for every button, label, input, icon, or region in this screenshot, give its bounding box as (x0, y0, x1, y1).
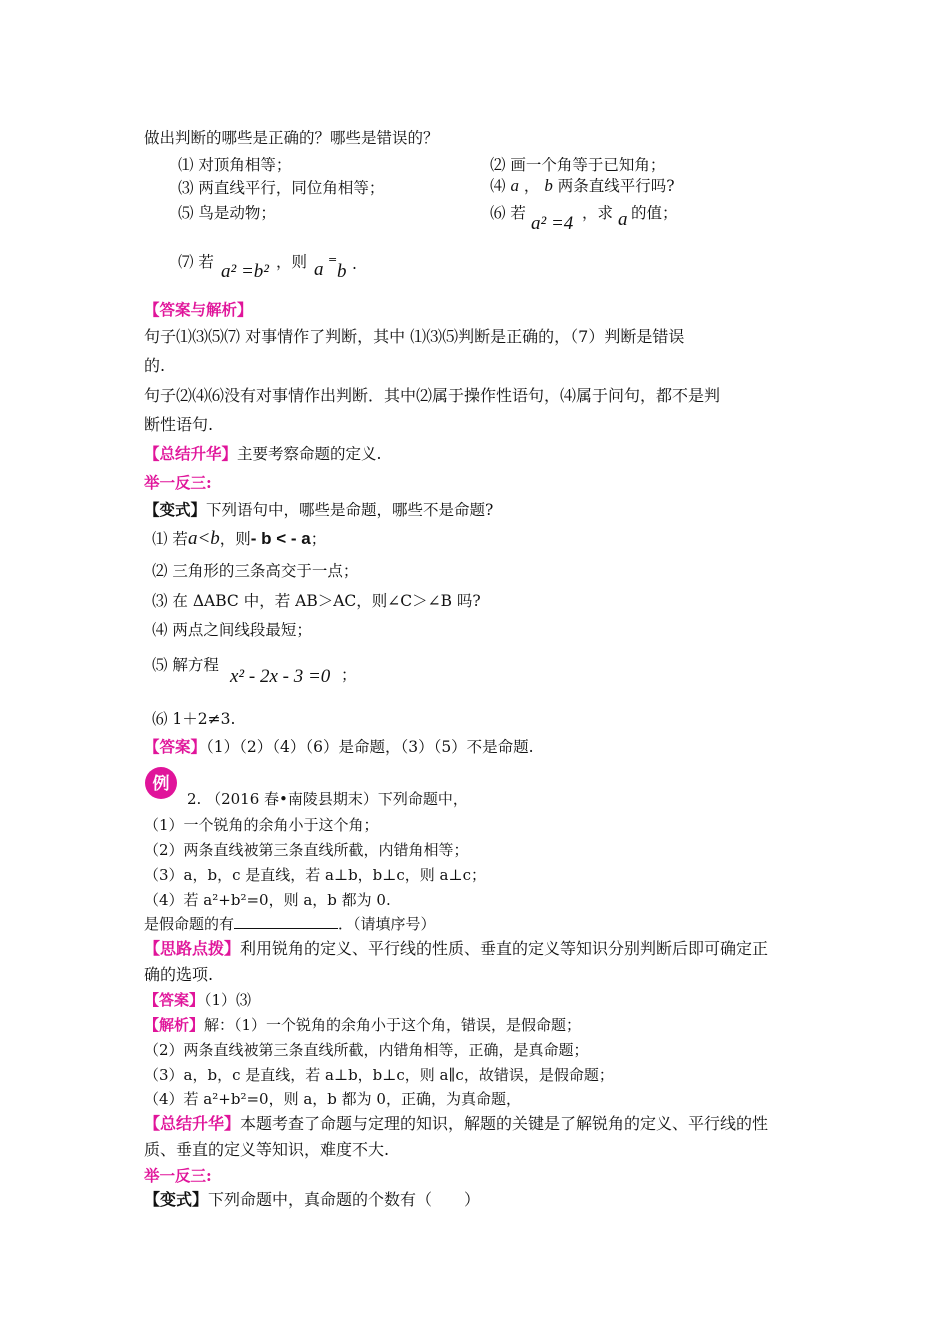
hint-line-2: 确的选项. (144, 965, 214, 984)
statement-7-mid: ，则 (276, 253, 308, 271)
variant-item-3: ⑶ 在 ΔABC 中，若 AB＞AC，则∠C＞∠B 吗? (152, 592, 481, 610)
statement-7-end: . (352, 255, 357, 273)
example-2-line-2: （2）两条直线被第三条直线所截，内错角相等； (144, 841, 469, 859)
variant-item-5-end: ； (341, 666, 357, 684)
answer-analysis-label: 【答案与解析】 (144, 300, 253, 319)
summary-1-label: 【总结升华】 (144, 444, 238, 463)
statement-7-prefix: ⑺ 若 (178, 253, 214, 271)
answer-blank[interactable] (234, 914, 338, 929)
statement-7-var-b: b (337, 261, 347, 282)
variant-1-label: 【变式】 (144, 500, 207, 519)
variant-1-answer-text: （1）（2）（4）（6）是命题，（3）（5）不是命题. (206, 738, 534, 756)
statement-4-text: 两条直线平行吗? (557, 177, 675, 195)
statement-7-equation: a² =b² (221, 261, 269, 282)
statement-1: ⑴ 对顶角相等； (178, 156, 292, 174)
variant-item-1-condition: a<b (187, 528, 220, 549)
example-badge-char: 例 (152, 774, 170, 794)
statement-6-equation: a² =4 (531, 213, 574, 234)
answer-line-2: 的. (144, 356, 166, 375)
statement-6-var-a: a (618, 209, 628, 230)
fill-suffix: ．（请填序号） (338, 915, 436, 933)
summary-1-text: 主要考察命题的定义. (237, 445, 382, 463)
variant-item-1-prefix: ⑴ 若 (152, 530, 188, 548)
summary-2-line-2: 质、垂直的定义等知识，难度不大. (144, 1140, 390, 1159)
analysis-line-4: （4）若 a²+b²=0，则 a，b 都为 0，正确，为真命题， (144, 1090, 521, 1108)
hint-label: 【思路点拨】 (144, 939, 241, 958)
statement-7-equals: = (328, 253, 338, 266)
variant-1-question (144, 500, 493, 520)
summary-2-text-1: 本题考查了命题与定理的知识，解题的关键是了解锐角的定义、平行线的性 (240, 1114, 769, 1133)
example-2-fill (144, 914, 436, 934)
summary-1 (144, 444, 381, 464)
example-badge-icon (144, 766, 178, 800)
variant-1-answer (144, 737, 534, 757)
example-2-answer-label: 【答案】 (144, 991, 205, 1009)
question-intro: 做出判断的哪些是正确的？哪些是错误的？ (144, 129, 439, 147)
answer-line-3: 句子⑵⑷⑹没有对事情作出判断．其中⑵属于操作性语句，⑷属于问句，都不是判 (144, 386, 721, 405)
example-2-answer (144, 990, 251, 1010)
statement-4: ⑷ a ， b 两条直线平行吗? (490, 176, 675, 195)
variant-1-answer-label: 【答案】 (144, 737, 207, 756)
practice-heading-2: 举一反三: (144, 1166, 212, 1185)
statement-4-prefix: ⑷ (490, 177, 506, 195)
practice-heading-1: 举一反三: (144, 473, 212, 492)
variant-item-1-conclusion: - b < - a (250, 529, 311, 548)
example-2-line-4: （4）若 a²+b²=0，则 a，b 都为 0. (144, 891, 391, 909)
analysis-label: 【解析】 (144, 1016, 205, 1034)
variant-2-text: 下列命题中，真命题的个数有（ ） (208, 1190, 481, 1209)
variant-2-label: 【变式】 (144, 1190, 209, 1209)
analysis-line-1 (144, 1015, 581, 1035)
variant-item-6: ⑹ 1＋2≠3. (152, 710, 236, 728)
statement-6-prefix: ⑹ 若 (490, 204, 526, 222)
analysis-line-2: （2）两条直线被第三条直线所截，内错角相等，正确，是真命题； (144, 1041, 589, 1059)
variant-item-2: ⑵ 三角形的三条高交于一点； (152, 562, 359, 580)
statement-2: ⑵ 画一个角等于已知角； (490, 156, 666, 174)
variant-item-1-mid: ，则 (219, 530, 251, 548)
example-2-title: 2. （2016 春•南陵县期末）下列命题中， (187, 790, 468, 808)
variant-item-5-prefix: ⑸ 解方程 (152, 656, 219, 674)
statement-6-suffix: 的值； (631, 204, 678, 222)
analysis-text-1: 解：（1）一个锐角的余角小于这个角，错误，是假命题； (204, 1016, 582, 1034)
statement-5: ⑸ 鸟是动物； (178, 204, 276, 222)
variant-2-question (144, 1190, 480, 1210)
statement-4-var-a: a (510, 176, 519, 195)
variant-1-text: 下列语句中，哪些是命题，哪些不是命题? (206, 501, 494, 519)
variant-item-1-end: ； (310, 530, 327, 548)
analysis-line-3: （3）a，b，c 是直线，若 a⊥b，b⊥c，则 a∥c，故错误，是假命题； (144, 1066, 614, 1084)
statement-4-var-b: b (544, 176, 553, 195)
hint-line-1 (144, 939, 768, 959)
variant-item-1 (152, 529, 326, 549)
example-2-line-3: （3）a，b，c 是直线，若 a⊥b，b⊥c，则 a⊥c； (144, 866, 487, 884)
variant-item-4: ⑷ 两点之间线段最短； (152, 621, 312, 639)
answer-line-1: 句子⑴⑶⑸⑺ 对事情作了判断，其中 ⑴⑶⑸判断是正确的，（7）判断是错误 (144, 327, 685, 346)
hint-text-1: 利用锐角的定义、平行线的性质、垂直的定义等知识分别判断后即可确定正 (240, 939, 769, 958)
variant-item-5-equation: x² - 2x - 3 =0 (230, 666, 331, 687)
answer-line-4: 断性语句. (144, 415, 214, 434)
statement-3: ⑶ 两直线平行，同位角相等； (178, 179, 385, 197)
summary-2-line-1 (144, 1114, 768, 1134)
summary-2-label: 【总结升华】 (144, 1114, 241, 1133)
fill-prefix: 是假命题的有 (144, 915, 235, 933)
statement-6-mid: ，求 (582, 204, 614, 222)
statement-7-var-a: a (314, 259, 324, 280)
example-2-line-1: （1）一个锐角的余角小于这个角； (144, 816, 379, 834)
example-2-answer-text: （1）⑶ (204, 991, 252, 1009)
